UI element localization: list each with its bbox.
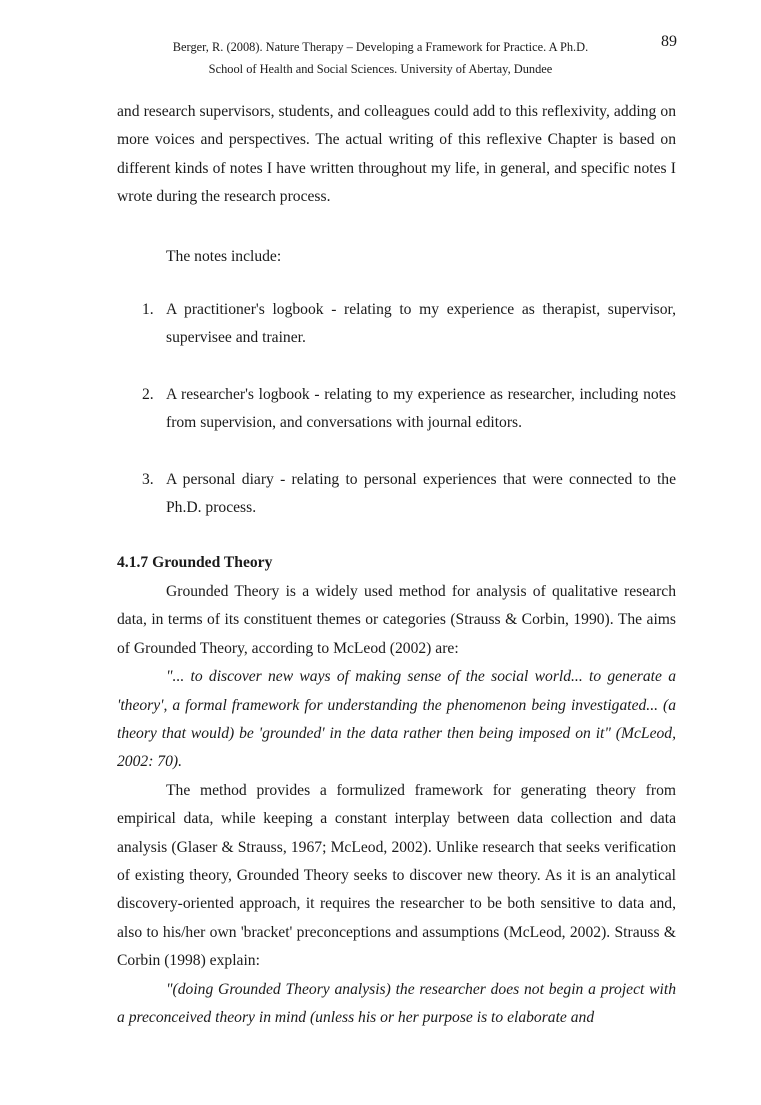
page-number: 89 xyxy=(661,33,677,50)
notes-list xyxy=(117,296,676,522)
header-citation-line1: Berger, R. (2008). Nature Therapy – Developing a Framework for Practice. A Ph.D. xyxy=(172,40,589,54)
list-item-text: A personal diary - relating to personal experiences that were connected to the Ph.D. process. xyxy=(166,470,676,517)
header-citation-line2: School of Health and Social Sciences. University of Abertay, Dundee xyxy=(208,62,553,76)
document-body xyxy=(117,98,676,1032)
list-item xyxy=(117,381,676,438)
block-quote: "(doing Grounded Theory analysis) the researcher does not begin a project with a preconceived theory in mind (unless his or her purpose is to elaborate and xyxy=(117,980,676,1026)
list-item-number: 3. xyxy=(142,470,154,488)
list-item xyxy=(117,296,676,353)
paragraph-continuation: and research supervisors, students, and colleagues could add to this reflexivity, adding on more voices and perspectives. The actual writing of this reflexive Chapter is based on different kinds of notes I have written throughout my life, in general, and specific notes I wrote during the research process. xyxy=(117,103,676,206)
paragraph-grounded-theory-intro: Grounded Theory is a widely used method for analysis of qualitative research data, in terms of its constituent themes or categories (Strauss & Corbin, 1990). The aims of Grounded Theory, according to McLeod (2002) are: xyxy=(117,582,676,657)
running-header xyxy=(0,36,761,80)
list-item-number: 2. xyxy=(142,385,154,403)
list-item-text: A researcher's logbook - relating to my experience as researcher, including notes from supervision, and conversations with journal editors. xyxy=(166,385,676,432)
block-quote: "... to discover new ways of making sense of the social world... to generate a 'theory', a formal framework for understanding the phenomenon being investigated... (a theory that would) be 'grounded' in the data rather then being imposed on it" (McLeod, 2002: 70). xyxy=(117,668,676,771)
paragraph-grounded-theory-method: The method provides a formulized framework for generating theory from empirical data, while keeping a constant interplay between data collection and data analysis (Glaser & Strauss, 1967; McLeod, 2002). Unlike research that seeks verification of existing theory, Grounded Theory seeks to discover new theory. As it is an analytical discovery-oriented approach, it requires the researcher to be both sensitive to data and, also to his/her own 'bracket' preconceptions and assumptions (McLeod, 2002). Strauss & Corbin (1998) explain: xyxy=(117,781,676,970)
section-heading: 4.1.7 Grounded Theory xyxy=(117,554,273,572)
list-item-text: A practitioner's logbook - relating to my experience as therapist, supervisor, supervisee and trainer. xyxy=(166,301,676,347)
list-item-number: 1. xyxy=(142,301,154,319)
list-item xyxy=(117,466,676,523)
notes-intro: The notes include: xyxy=(166,247,282,265)
